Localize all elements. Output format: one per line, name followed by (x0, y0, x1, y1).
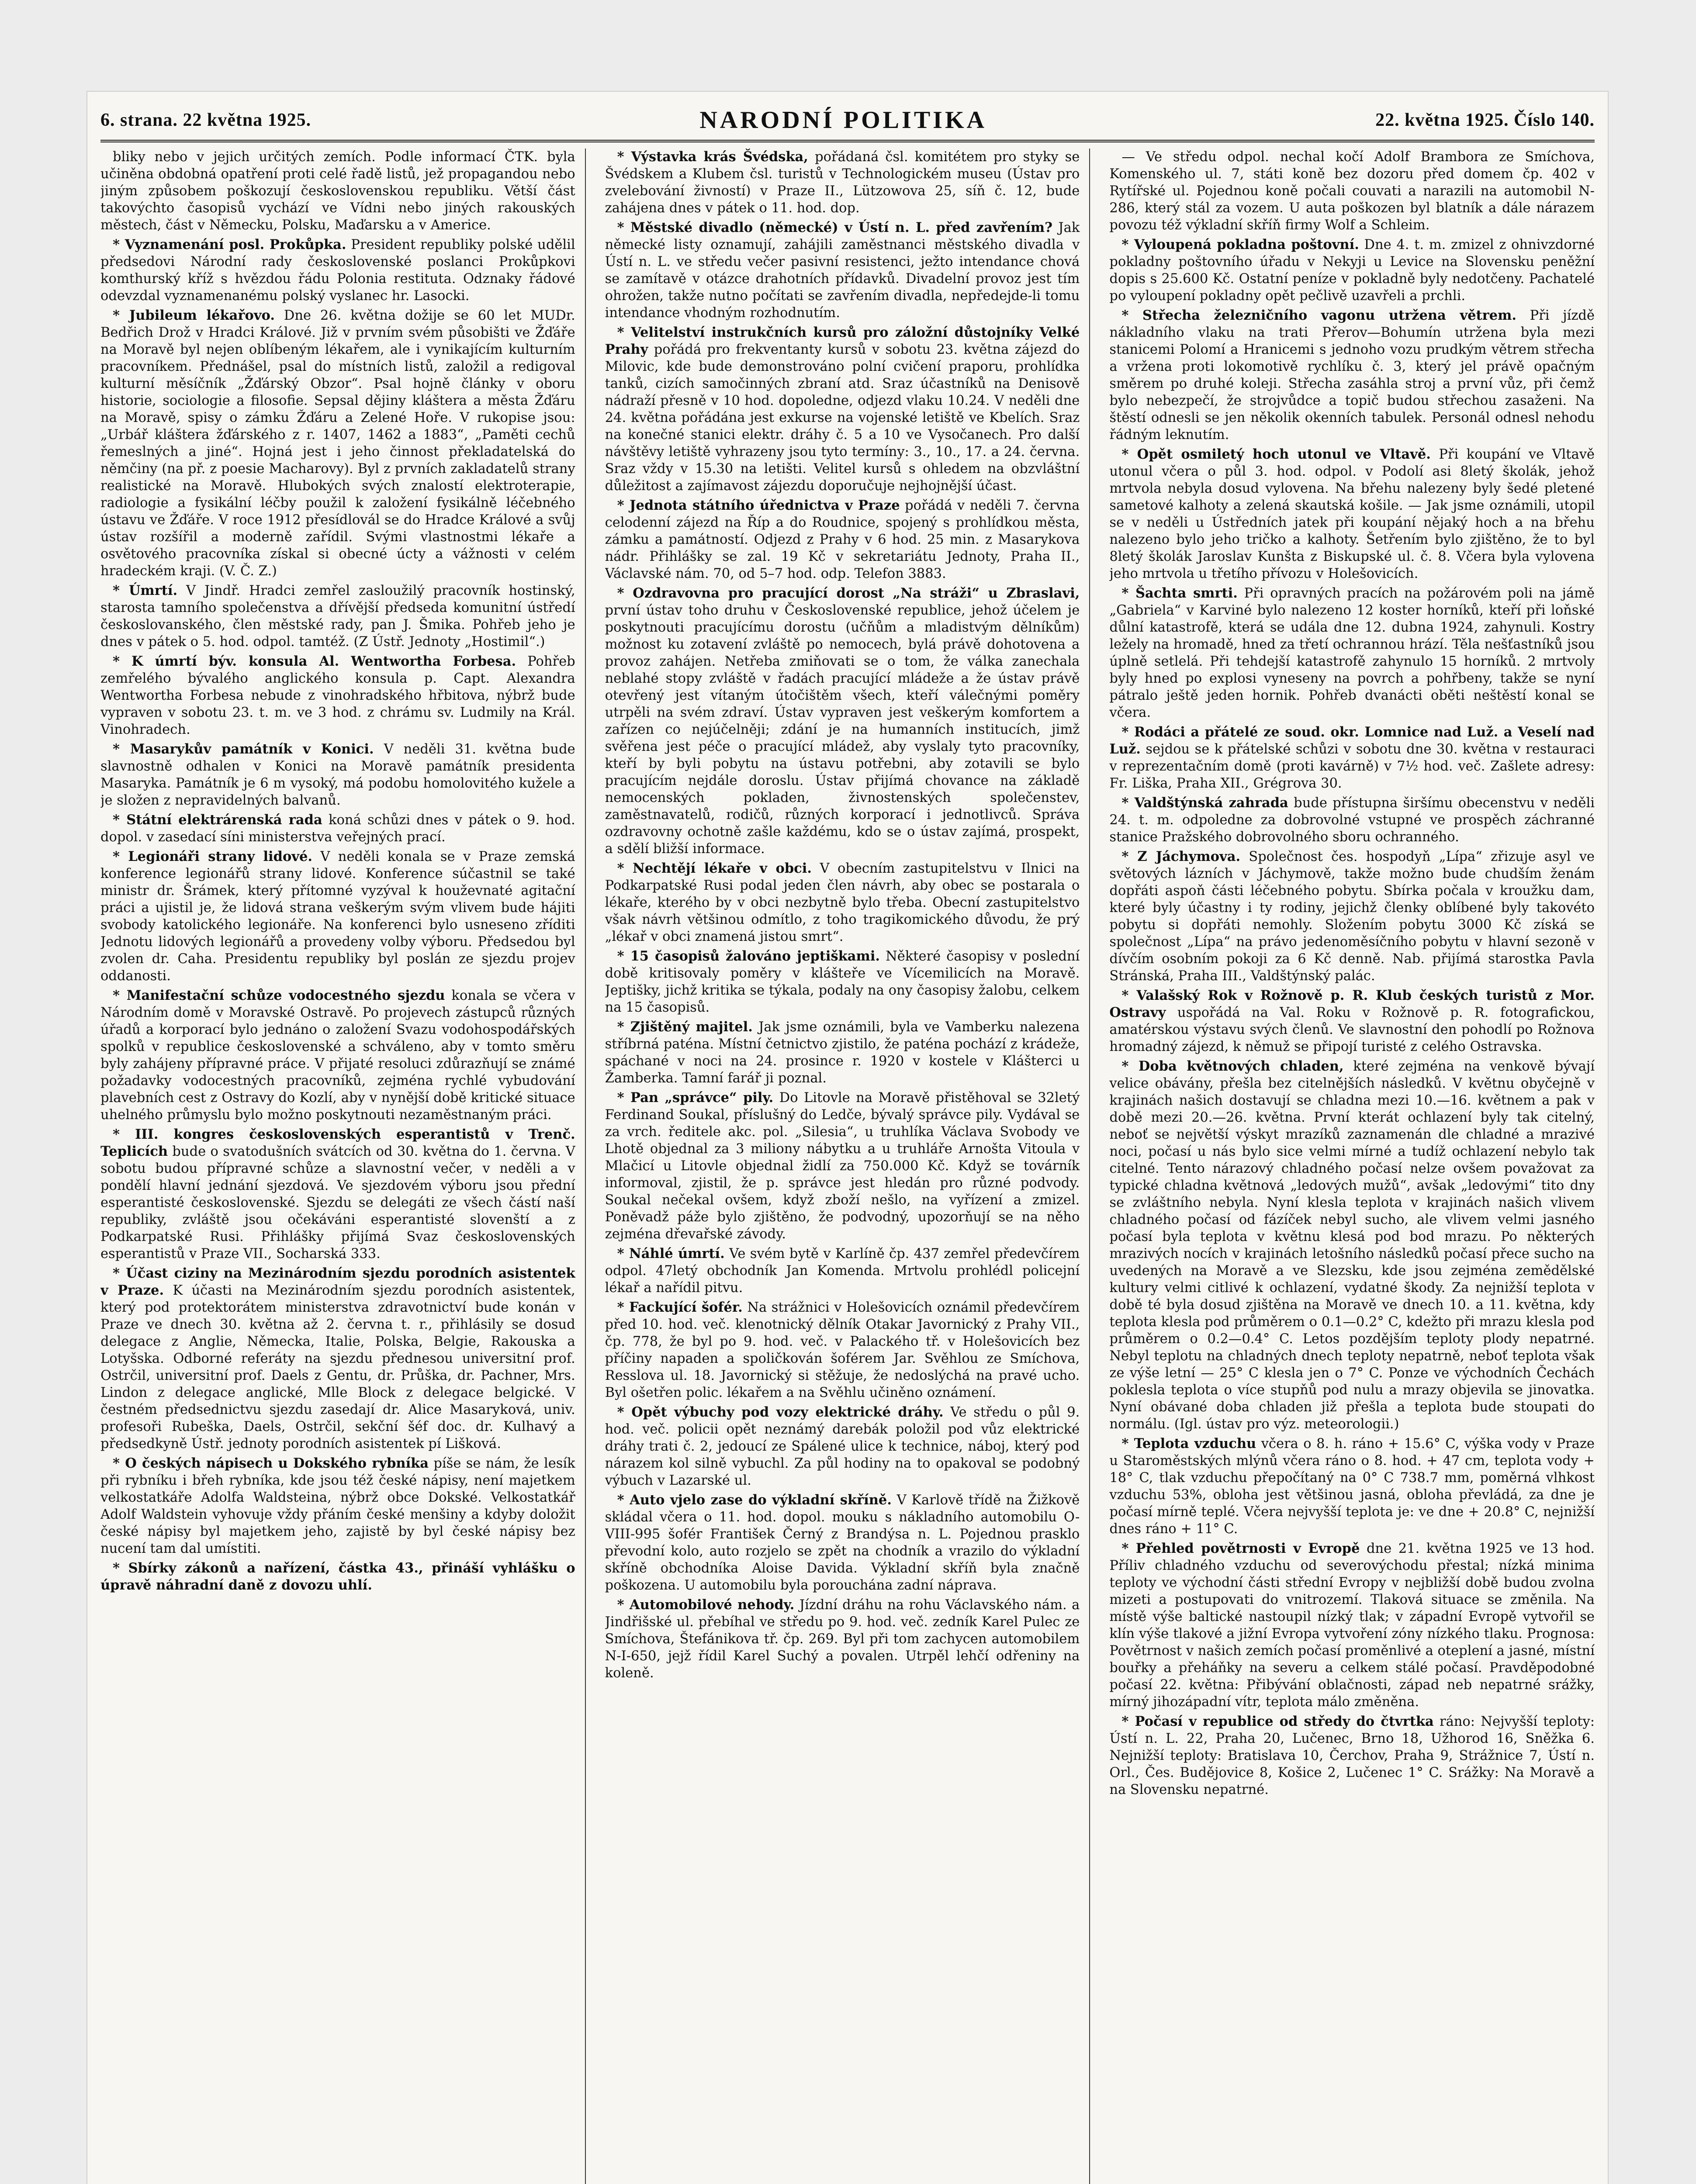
news-item-body: Při koupání ve Vltavě utonul včera o půl 3. hod. odpol. v Podolí asi 8letý školák, jehož mrtvola nebyla dosud vylovena. Na břehu nalezeny byly šedé pletené sametové kalhoty a zelená skautská košile. — Jak jsme oznámili, utopil se v neděli u Ústředních jatek při koupání nějaký hoch a na břehu nalezeno bylo jeho tričko a kalhoty. Šetřením bylo zjištěno, že to byl 8letý školák Jaroslav Kunšta z Biskupské ul. č. 8. Včera byla vylovena jeho mrtvola u třetího přívozu v Holešovicích. (1109, 447, 1595, 581)
news-item-body: které zejména na venkově bývají velice obávány, přešla bez citelnějších následků. V květnu obyčejně v krajinách našich dostavují se chladna mezi 10.—16. květnem a pak v době mezi 20.—26. května. První kterát ochlazení byly tak citelný, neboť se největší výskyt mrazíků zaznamenán dle chladné a mrazivé noci, počasí u nás bylo sice velmi mírné a tudíž ochlazení nebylo tak citelné. Tento nárazový chladného počasí nelze ovšem považovat za typické chladna květnová „ledových mužů“, avšak „ledovými“ tito dny se zvláštního nebyla. Nyní klesla teplota v krajinách našich vlivem chladného počasí od fázíček nebyl sucho, ale vlivem velmi jasného počasí byla teplota v květnu klesá pod bod mrazu. Po některých mrazivých nocích v krajinách letošního následků počasí přece sucho na uvedených na Moravě a ve Slezsku, kde jsou zejména zemědělské kultury velmi citlivé k ochlazení, vydatné škody. Za nejnižší teplota v době té byla dosud zjištěna na Moravě ve dnech 10. a 11. května, kdy teplota klesla pod průměrem o 0.1—0.2° C, kdežto při mrazu klesla pod průměrem o 0.2—0.4° C. Letos pozdějším teploty plody nepatrné. Nebyl teplotu na chladných dnech teploty nepatrně, neboť teplota však ze výše letní — 25° C klesla jen o 7° C. Ponze ve východních Čechách poklesla teplota o více stupňů pod nulu a mrazy objevila se jinovatka. Nyní obávané doba chladen již přešla a teplota bude stoupati do normálu. (Igl. ústav pro výz. meteorologii.) (1109, 1059, 1595, 1432)
news-item-headline: * Valašský Rok v Rožnově p. R. Klub českých turistů z Mor. Ostravy (1109, 988, 1595, 1020)
news-item-body: uspořádá na Val. Roku v Rožnově p. R. fotografickou, amatérskou výstavu svých členů. Ve slavnostní den pohodlí po Rožnova hromadný zájezd, k němuž se připojí turisté z celého Ostravska. (1109, 1005, 1595, 1054)
news-item-body: pořádá pro frekventanty kursů v sobotu 23. května zájezd do Milovic, kde bude demonstrováno polní cvičení praporu, prohlídka tanků, cizích samočinných zbraní atd. Sraz účastníků na Denisově nádraží přesně v 10 hod. dopoledne, odjezd vlaku 10.24. V neděli dne 24. května pořádána jest exkurse na vojenské letiště ve Kbelích. Sraz na konečné stanici elektr. dráhy č. 5 a 10 ve Vysočanech. Pro další návštěvy letiště vyhrazeny jsou tyto termíny: 3., 10., 17. a 24. června. Sraz vždy v 15.30 na letišti. Velitel kursů s ohledem na obzvláštní důležitost a zajímavost zájezdu doporučuje nejhojnější účast. (605, 342, 1080, 494)
news-item-body: pořádá v neděli 7. června celodenní zájezd na Říp a do Roudnice, spojený s prohlídkou města, zámku a památností. Odjezd z Prahy v 6 hod. 25 min. z Masarykova nádr. Přihlášky se zal. 19 Kč v sekretariátu Jednoty, Praha II., Václavské nám. 70, od 5–7 hod. odp. Telefon 3883. (605, 498, 1080, 581)
news-item-headline: * Automobilové nehody. (617, 1597, 795, 1613)
news-item-headline: * III. kongres československých esperantistů v Trenč. Teplicích (100, 1127, 575, 1159)
news-item-headline: * Střecha železničního vagonu utržena větrem. (1121, 308, 1516, 323)
news-item-headline: * Přehled povětrnosti v Evropě (1121, 1541, 1360, 1556)
news-item (1109, 585, 1595, 721)
news-item-body: dne 21. května 1925 ve 13 hod. Příliv chladného vzduchu od severovýchodu přestal; nízká minima teploty ve východní části střední Evropy v nejbližší době budou zvolna mizeti a postupovati do vnitrozemí. Tlaková situace se změnila. Na místě výše baltické nastoupil nízký tlak; v západní Evropě vytvořil se klín výše tlakové a jižní Evropa vytvoření zóny nízkého tlaku. Prognosa: Povětrnost v našich zemích počasí proměnlivé a oteplení a jasné, místní bouřky a přeháňky na severu a celkem stálé počasí. Pravděpodobné počasí 22. května: Přibývání oblačnosti, západ neb nepatrné srážky, mírný jihozápadní vítr, teplota málo změněna. (1109, 1541, 1595, 1710)
news-item (605, 948, 1080, 1016)
news-item-headline: * Ozdravovna pro pracující dorost „Na stráži“ u Zbraslavi, (617, 585, 1080, 601)
news-item (1109, 236, 1595, 304)
news-item-body: včera o 8. h. ráno + 15.6° C, výška vody v Praze u Staroměstských mlýnů včera ráno o 8. hod. + 47 cm, teplota vody + 18° C, tlak vzduchu přepočítaný na 0° C 738.7 mm, poměrná vlhkost vzduchu 53%, obloha jest většinou jasná, obloha převládá, za dne je počasí mírně teplé. Včera nejvyšší teplota je: ve dne + 20.8° C, nejnižší dnes ráno + 11° C. (1109, 1436, 1595, 1537)
news-item (100, 307, 575, 580)
news-item (100, 1126, 575, 1262)
news-item-headline: * Jednota státního úřednictva v Praze (617, 498, 900, 513)
news-item (100, 1455, 575, 1557)
news-item-headline: * Doba květnových chladen, (1121, 1058, 1344, 1074)
news-item-body: píše se nám, že lesík při rybníku i břeh rybníka, kde jsou též české nápisy, není majetkem velkostatkáře Adolfa Waldsteina, nýbrž obce Dokské. Velkostatkář Adolf Waldstein vyhovuje vždy přáním české menšiny a kdyby doložit české nápisy byl majetkem jeho, zajistě by byl české nápisy bez nucení tam dal umístiti. (100, 1456, 575, 1556)
news-item (1109, 1435, 1595, 1538)
news-item (605, 1597, 1080, 1682)
news-item-body: Jak jsme oznámili, byla ve Vamberku nalezena stříbrná paténa. Místní četnictvo zjistilo, že paténa pochází z krádeže, spáchané v noci na 24. prosince r. 1920 v kostele v Klášterci u Žamberka. Tamní farář ji poznal. (605, 1019, 1080, 1086)
news-item-headline: * Fackující šofér. (617, 1299, 743, 1315)
news-item-headline: * Rodáci a přátelé ze soud. okr. Lomnice nad Luž. a Veselí nad Luž. (1109, 724, 1595, 757)
issue-date-number: 22. května 1925. Číslo 140. (1375, 110, 1595, 130)
news-item (1109, 987, 1595, 1055)
news-item-body: Při jízdě nákladního vlaku na trati Přerov—Bohumín utržena byla mezi stanicemi Polomí a Hranicemi s jednoho vozu prudkým větrem střecha a vržena proti lokomotivě rychlíku č. 3, který jel právě opačným směrem po druhé koleji. Střecha zasáhla stroj a první vůz, při čemž bylo nebezpečí, že strojvůdce a topič budou střechou zasaženi. Na štěstí odnesli se jen několik okenních tabulek. Personál odnesl nehodu řádným leknutím. (1109, 308, 1595, 442)
news-item-body: Dne 4. t. m. zmizel z ohnivzdorné pokladny poštovního úřadu v Nekyji u Levice na Slovensku peněžní dopis s 25.600 Kč. Ostatní peníze v pokladně byly nedotčeny. Pachatelé po vyloupení pokladny opět pečlivě uzavřeli a prchli. (1109, 237, 1595, 304)
news-item-headline: * Nechtějí lékaře v obci. (617, 860, 812, 876)
news-item (1109, 149, 1595, 234)
news-item (605, 1404, 1080, 1489)
news-item-headline: * Pan „správce“ pily. (617, 1090, 774, 1106)
news-item (1109, 1713, 1595, 1798)
news-item-body: bude přístupna širšímu obecenstvu v neděli 24. t. m. odpoledne za dobrovolné vstupné ve prospěch záchranné stanice Pražského dobrovolného sboru ochranného. (1109, 795, 1595, 845)
news-item (1109, 1058, 1595, 1433)
news-item-body: Na strážnici v Holešovicích oznámil předevčírem před 10. hod. več. klenotnický dělník Otakar Javornický z Prahy VII., čp. 778, že byl po 9. hod. več. v Palackého tř. v Holešovicích bez příčiny napaden a spoličkován šoférem Jar. Svěhlou ze Smíchova, Resslova ul. 18. Javornický si stěžuje, že nedoslýchá na pravé ucho. Byl ošetřen polic. lékařem a na Svěhlu učiněno oznámení. (605, 1300, 1080, 1400)
news-item-body: V obecním zastupitelstvu v Ilnici na Podkarpatské Rusi podal jeden člen návrh, aby obec se postarala o lékaře, kterého by v obci nezbytně bylo třeba. Obecní zastupitelstvo však návrh většinou odmítlo, z toho tragikomického důvodu, že prý „lékař v obci znamená jistou smrt“. (605, 861, 1080, 944)
news-item-headline: * Náhlé úmrtí. (617, 1246, 725, 1261)
news-item-headline: * Legionáři strany lidové. (113, 849, 313, 864)
news-item-body: koná schůzi dnes v pátek o 9. hod. dopol. v zasedací síni ministerstva veřejných prací. (100, 812, 575, 845)
news-item (605, 860, 1080, 945)
news-item-body: ráno: Nejvyšší teploty: Ústí n. L. 22, Praha 20, Lučenec, Brno 18, Užhorod 16, Sněžka 6. Nejnižší teploty: Bratislava 10, Čerchov, Praha 9, Strážnice 7, Ústí n. Orl., Čes. Budějovice 8, Košice 2, Lučenec 1° C. Srážky: Na Moravě a na Slovensku nepatrné. (1109, 1714, 1595, 1797)
news-item (605, 1299, 1080, 1401)
news-item-headline: * Zjištěný majitel. (617, 1019, 753, 1035)
news-item-body: Při opravných pracích na požárovém poli na jámě „Gabriela“ v Karviné bylo nalezeno 12 koster horníků, kteří při loňské důlní katastrofě, která se udála dne 12. dubna 1924, zahynuli. Kostry ležely na hromadě, hned za třetí ochrannou hrází. Těla nešťastníků jsou úplně setlelá. Při tehdejší katastrofě zahynulo 15 horníků. 2 mrtvoly byly hned po explosi vyneseny na povrch a pohřbeny, takže se nyní pátralo ještě jeden hornik. Pohřeb dvanácti oběti neštěstí konal se včera. (1109, 586, 1595, 720)
news-item-headline: * Státní elektrárenská rada (113, 812, 322, 828)
article-columns (100, 149, 1595, 2184)
news-item (605, 1245, 1080, 1296)
news-item (100, 848, 575, 985)
news-item-body: bliky nebo v jejich určitých zemích. Podle informací ČTK. byla učiněna obdobná opatření proti celé řadě listů, jež propagandou nebo jiným způsobem poškozují československou republiku. Větší část takovýchto časopisů vychází ve Vídni nebo jiných rakouských městech, část v Německu, Polsku, Maďarsku a v Americe. (100, 149, 575, 233)
page-number-date: 6. strana. 22 května 1925. (100, 110, 312, 130)
news-item (1109, 446, 1595, 582)
news-item-headline: * Opět výbuchy pod vozy elektrické dráhy. (617, 1404, 944, 1420)
news-item (605, 324, 1080, 494)
news-item-headline: * Vyloupená pokladna poštovní. (1121, 237, 1359, 252)
news-item-body: sejdou se k přátelské schůzi v sobotu dne 30. května v restauraci v reprezentačním domě (proti kavárně) v 7½ hod. več. Zašlete adresy: Fr. Liška, Praha XII., Grégrova 30. (1109, 742, 1595, 791)
news-item-body: Dne 26. května dožije se 60 let MUDr. Bedřich Drož v Hradci Králové. Již v prvním svém působišti ve Žďáře na Moravě byl nejen oblíbeným lékařem, ale i vynikajícím kulturním pracovníkem. Přednášel, psal do místních listů, založil a redigoval kulturní měsíčník „Žďárský Obzor“. Psal hojně články v oboru historie, sociologie a filosofie. Sepsal dějiny kláštera a města Žďáru na Moravě, spisy o zámku Žďáru a Zelené Hoře. V rukopise jsou: „Urbář kláštera žďárského z r. 1407, 1462 a 1883“, „Paměti cechů řemeslných a jiné“. Hojná jest i jeho činnost překladatelská do němčiny (na př. z poesie Macharovy). Byl z prvních zakladatelů strany realistické na Moravě. Hlubokých svých znalostí elektroterapie, radiologie a fysikální léčby použil k založení fysikálně léčebného ústavu ve Žďáře. V roce 1912 přesídlovál se do Hradce Králové a svůj ústav rozšířil a moderně zařídil. Svými vlastnostmi lékaře a osvětového pracovníka získal si obecné úcty a vážnosti v celém hradeckém kraji. (V. Č. Z.) (100, 308, 575, 579)
news-item-body: President republiky polské udělil předsedovi Národní rady československé poslanci Prokůpkovi komthurský kříž s hvězdou řádu Polonia restituta. Odznaky řádové odevzdal vyznamenanému polský vyslanec hr. Lasocki. (100, 237, 575, 304)
news-item-body: V neděli 31. května bude slavnostně odhalen v Konici na Moravě památník presidenta Masaryka. Památník je 6 m vysoký, má podobu homolovitého kužele a je složen z nepravidelných balvanů. (100, 742, 575, 808)
news-item-headline: * Manifestační schůze vodocestného sjezdu (113, 988, 445, 1003)
masthead (100, 100, 1595, 142)
news-item (1109, 307, 1595, 443)
news-item (1109, 724, 1595, 792)
news-item-headline: * Opět osmiletý hoch utonul ve Vltavě. (1121, 446, 1431, 462)
news-item (605, 219, 1080, 321)
news-item (605, 1019, 1080, 1087)
news-item-body: konala se včera v Národním domě v Moravské Ostravě. Po projevech zástupců různých úřadů a korporací bylo jednáno o založení Svazu vodohospodářských spolků v republice československé a schváleno, aby v tomto směru byly zahájeny přípravné práce. V přijaté resoluci zdůrazňují se známé požadavky vodocestných pracovníků, zejména rychlé vybudování plavebních cest z Ostravy do Kozlí, aby v nynější době kritické situace uhelného průmyslu bylo možno poskytnouti nezaměstnaným práci. (100, 988, 575, 1123)
news-item-headline: * Vyznamenání posl. Prokůpka. (113, 237, 346, 252)
column-left (100, 149, 586, 2184)
news-item (605, 1089, 1080, 1243)
news-item-headline: * Šachta smrti. (1121, 585, 1238, 601)
news-item-headline: * Velitelství instrukčních kursů pro záložní důstojníky Velké Prahy (605, 325, 1080, 357)
news-item (605, 149, 1080, 217)
news-item (100, 653, 575, 738)
news-item-headline: * Teplota vzduchu (1121, 1436, 1256, 1451)
news-item-headline: * K úmrtí býv. konsula Al. Wentwortha Forbesa. (113, 653, 516, 669)
news-item (605, 1492, 1080, 1594)
newspaper-title: NARODNÍ POLITIKA (699, 107, 987, 134)
news-item (100, 741, 575, 809)
news-item-body: V Jindř. Hradci zemřel zasloužilý pracovník hostinský, starosta tamního společenstva a dřívější předseda komunitní ústředí českoslovanského, člen městské rady, pan J. Šmika. Pohřeb jeho je dnes v pátek o 5. hod. odpol. tamtéž. (Z Ústř. Jednoty „Hostimil“.) (100, 583, 575, 650)
news-item-body: bude o svatodušních svátcích od 30. května do 1. června. V sobotu budou přípravné schůze a slavnostní večer, v neděli a v pondělí hlavní jednání sjezdová. Ve sjezdovém výboru jsou přední esperantisté československé. Sjezdu se delegáti ze všech částí naší republiky, zvláště jsou očekáváni esperantisté slovenští a z Podkarpatské Rusi. Přihlášky přijímá Svaz československých esperantistů v Praze VII., Socharská 333. (100, 1144, 575, 1261)
news-item-body: Do Litovle na Moravě přistěhoval se 32letý Ferdinand Soukal, příslušný do Ledče, bývalý správce pily. Vydával se za vrch. ředitele akc. pol. „Silesia“, u truhlíka Václava Svobody ve Lhotě objednal za 3 miliony nábytku a u truhláře Arnošta Vitoula v Mlačicí u Litovle objednal židlí za 750.000 Kč. Když se továrník informoval, zjistil, že p. správce jest hledán pro různé podvody. Soukal nečekal ovšem, když zboží nešlo, na vyřízení a zmizel. Poněvadž páže bylo zjištěno, že podvodný, upozorňují se na něho zejména dřevařské závody. (605, 1090, 1080, 1242)
news-item-headline: * Valdštýnská zahrada (1121, 795, 1288, 811)
news-item (100, 149, 575, 234)
news-item (1109, 795, 1595, 846)
news-item-body: Jízdní dráhu na rohu Václavského nám. a Jindřišské ul. přebíhal ve středu po 9. hod. več. zedník Karel Pulec ze Smíchova, Štefánikova tř. čp. 269. Byl při tom zachycen automobilem N-I-650, jejž řídil Karel Suchý a povalen. Utrpěl lehčí odřeniny na koleně. (605, 1597, 1080, 1681)
news-item (100, 1265, 575, 1452)
news-item-headline: * O českých nápisech u Dokského rybníka (113, 1455, 429, 1471)
column-middle (605, 149, 1090, 2184)
news-item (100, 1560, 575, 1594)
news-item (100, 987, 575, 1123)
news-item-headline: * Účast ciziny na Mezinárodním sjezdu porodních asistentek v Praze. (100, 1265, 575, 1298)
news-item-headline: * Městské divadlo (německé) v Ústí n. L. před zavřením? (617, 220, 1052, 235)
news-item-body: K účasti na Mezinárodním sjezdu porodních asistentek, který pod protektorátem ministerstva zdravotnictví bude konán v Praze ve dnech 30. května až 2. června t. r., přihlásily se dosud delegace z Anglie, Německa, Italie, Polska, Belgie, Rakouska a Lotyšska. Odborné referáty na sjezdu přednesou universitní prof. Ostrčil, universitní prof. Daels z Gentu, dr. Průška, dr. Pachner, Mrs. Lindon z delegace anglické, Mlle Block z delegace belgické. V čestném předsednictvu sjezdu zasedají dr. Alice Masaryková, univ. profesoři Rubeška, Daels, Ostrčil, sekční šéf doc. dr. Kulhavý a předsedkyně Ústř. jednoty porodních asistentek pí Lišková. (100, 1283, 575, 1451)
news-item-body: Společnost čes. hospodyň „Lípa“ zřizuje asyl ve světových lázních v Jáchymově, takže možno bude chudším ženám dopřáti aspoň části léčebného pobytu. Sbírka počala v kroužku dam, které byly účastny i ty rodiny, jejichž členky oblíbené byly takovéto pobytu si dopřáti nemohly. Složením pobytu 3000 Kč získá se společnost „Lípa“ na právo jedenoměsíčního pobytu v hlavní sezoně v dívčím osobním pokoji za 6 Kč denně. Nab. přijímá starostka Pavla Stránská, Praha III., Valdštýnský palác. (1109, 849, 1595, 984)
news-item-headline: * 15 časopisů žalováno jeptiškami. (617, 948, 880, 964)
news-item-headline: * Sbírky zákonů a nařízení, částka 43., přináší vyhlášku o úpravě náhradní daně z dovozu uhlí. (100, 1560, 575, 1593)
news-item (100, 812, 575, 846)
news-item-body: V neděli konala se v Praze zemská konference legionářů strany lidové. Konference súčastnil se také ministr dr. Šrámek, který přítomné vyzýval k houževnaté agitační práci a ujistil je, že lidová strana veškerým svým vlivem bude hájiti svobody katolického legionáře. Na konferenci bylo usneseno zříditi Jednotu lidových legionářů a provedeny volby výboru. Předsedou byl zvolen dr. Caha. Presidentu republiky byl poslán ze sjezdu projev oddanosti. (100, 849, 575, 984)
news-item (1109, 1540, 1595, 1711)
news-item-body: Pohřeb zemřelého bývalého anglického konsula p. Capt. Alexandra Wentwortha Forbesa nebude z vinohradského hřbitova, nýbrž bude vypraven v sobotu 23. t. m. ve 3 hod. z chrámu sv. Ludmily na Král. Vinohradech. (100, 654, 575, 737)
news-item (605, 585, 1080, 857)
column-right (1109, 149, 1595, 2184)
news-item (605, 497, 1080, 582)
news-item-body: Jak německé listy oznamují, zahájili zaměstnanci městského divadla v Ústí n. L. ve středu večer pasivní resistenci, ježto intendance chová se zamítavě v otázce drahotních přídavků. Divadelní provoz jest tím ohrožen, takže nutno počítati se zavřením divadla, nepředejde-li tomu intendance vhodným rozhodnutím. (605, 220, 1080, 321)
news-item-body: první ústav toho druhu v Československé republice, jehož účelem je poskytnouti pracujícímu dorostu (učňům a mladistvým dělníkům) možnost ku zotavení zvláště po nemocech, bylá právě dohotovena a provoz zahájen. Netřeba zmiňovati se o tom, že válka zanechala neblahé stopy zvláště v řadách pracující mládeže a že ústav právě otevřený jest vítaným útočištěm všech, kteří válečnými poměry utrpěli na svém zdraví. Ústav vypraven jest veškerým komfortem a zařízen co nejúčelněji; zdání je na humanních institucích, jimž svěřena jest péče o pracující mládež, aby vyslaly tyto pracovníky, kteří by byli pobytu na ústavu potřebni, aby zotavili se bylo pracujícím nejdále doroslu. Ústav přijímá chovance na základě nemocenských pokladen, živnostenských společenstev, zaměstnavatelů, rodičů, různých korporací i jednotlivců. Správa ozdravovny ochotně zašle každému, kdo se o ústav zajímá, prospekt, a sdělí bližší informace. (605, 603, 1080, 857)
news-item-body: Ve středu o půl 9. hod. več. policii opět neznámý darebák položil pod vůz elektrické dráhy trati č. 2, jedoucí ze Spálené ulice k technice, náboj, který pod nárazem kol silně vybuchl. Za půl hodiny na to opakoval se podobný výbuch v Lazarské ul. (605, 1405, 1080, 1488)
news-item-body: Některé časopisy v poslední době kritisovaly poměry v klášteře ve Vícemilicích na Moravě. Jeptišky, jichž kritika se týkala, podaly na ony časopisy žalobu, celkem na 15 časopisů. (605, 949, 1080, 1015)
news-item-headline: * Jubileum lékařovo. (113, 308, 275, 323)
news-item-body: Ve svém bytě v Karlíně čp. 437 zemřel předevčírem odpol. 47letý obchodník Jan Komenda. Mrtvolu prohlédl policejní lékař a nařídil pitvu. (605, 1246, 1080, 1296)
news-item-headline: * Počasí v republice od středy do čtvrtka (1121, 1714, 1434, 1729)
news-item-headline: * Masarykův památník v Konici. (113, 741, 374, 757)
news-item-headline: * Úmrtí. (113, 583, 178, 598)
news-item (1109, 848, 1595, 985)
news-item (100, 582, 575, 650)
news-item-headline: * Výstavka krás Švédska, (617, 149, 808, 165)
news-item (100, 236, 575, 304)
news-item-body: — Ve středu odpol. nechal kočí Adolf Brambora ze Smíchova, Komenského ul. 7, státi koně bez dozoru před domem čp. 402 v Rytířské ul. Pojednou koně počali couvati a narazili na automobil N-286, který stál za vozem. U auta poškozen byl blatník a dále nárazem povozu též výkladní skříň firmy Wolf a Schleim. (1109, 149, 1595, 233)
news-item-headline: * Auto vjelo zase do výkladní skříně. (617, 1492, 892, 1508)
news-item-body: V Karlově třídě na Žižkově skládal včera o 11. hod. dopol. mouku s nákladního automobilu O-VIII-995 šofér František Černý z Brandýsa n. L. Pojednou prasklo převodní kolo, auto rozjelo se zpět na chodník a vrazilo do výkladní skříně obchodníka Aloise Davida. Výkladní skříň byla značně poškozena. U automobilu byla porouchána zadní náprava. (605, 1493, 1080, 1593)
news-item-body: pořádaná čsl. komitétem pro styky se Švédskem a Klubem čsl. turistů v Technologickém museu (Ústav pro zvelebování živností) v Praze II., Lützowova 25, síň č. 12, bude zahájena dnes v pátek o 11. hod. dop. (605, 149, 1080, 216)
newspaper-page (87, 92, 1608, 2184)
news-item-headline: * Z Jáchymova. (1121, 849, 1241, 864)
